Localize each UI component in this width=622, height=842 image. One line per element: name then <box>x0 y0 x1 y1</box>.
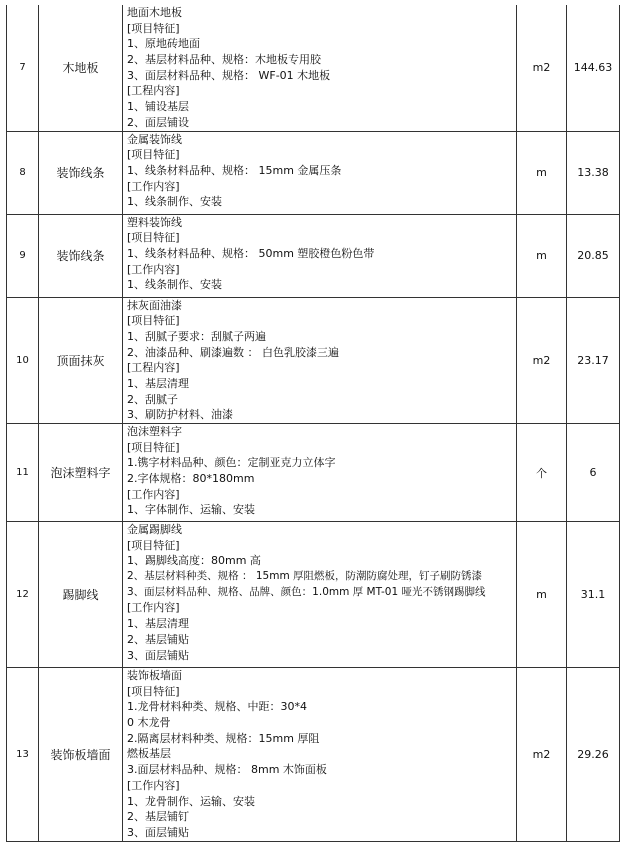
item-name: 装饰线条 <box>39 214 123 297</box>
item-unit: m2 <box>517 668 567 842</box>
description-line: 泡沫塑料字 <box>127 425 182 438</box>
description-line: 2、基层铺钉 <box>127 810 189 824</box>
item-unit: m <box>517 214 567 297</box>
description-line: 金属踢脚线 <box>127 523 182 536</box>
description-line: [项目特征] <box>127 231 180 245</box>
bill-of-quantities-table <box>6 5 620 842</box>
description-line: 装饰板墙面 <box>127 669 182 682</box>
item-number: 13 <box>7 668 39 842</box>
description-line: [项目特征] <box>127 538 180 552</box>
table-row <box>7 214 620 297</box>
description-line: 1、原地砖地面 <box>127 37 200 51</box>
description-line: 1.龙骨材料种类、规格、中距：30*4 <box>127 700 307 714</box>
description-line: 1、刮腻子要求：刮腻子两遍 <box>127 329 266 343</box>
table-row <box>7 5 620 131</box>
item-number: 9 <box>7 214 39 297</box>
item-description <box>123 214 517 297</box>
description-line: [工作内容] <box>127 487 180 501</box>
description-line: [工作内容] <box>127 601 180 615</box>
description-line: 1、字体制作、运输、安装 <box>127 503 255 517</box>
description-line: 塑料装饰线 <box>127 215 182 229</box>
item-description <box>123 668 517 842</box>
item-unit: 个 <box>517 424 567 522</box>
description-line: 3、面层材料品种、规格、品牌、颜色：1.0mm 厚 MT-01 哑光不锈钢踢脚线 <box>127 585 486 598</box>
description-line: 1、铺设基层 <box>127 100 189 114</box>
table-row <box>7 522 620 668</box>
description-line: [工作内容] <box>127 778 180 792</box>
description-line: 2、基层材料品种、规格：木地板专用胶 <box>127 53 321 67</box>
item-quantity: 13.38 <box>567 131 620 214</box>
description-line: [项目特征] <box>127 684 180 698</box>
description-line: 3、面层铺贴 <box>127 825 189 839</box>
description-line: 2、基层材料种类、规格 ： 15mm 厚阻燃板，防潮防腐处理，钉子刷防锈漆 <box>127 570 483 583</box>
description-line: [工作内容] <box>127 262 180 276</box>
description-line: [项目特征] <box>127 440 180 454</box>
item-number: 7 <box>7 5 39 131</box>
description-line: 1、线条制作、安装 <box>127 195 222 209</box>
item-description <box>123 297 517 424</box>
item-description <box>123 131 517 214</box>
description-line: 2、刮腻子 <box>127 392 178 406</box>
description-line: 2、基层铺贴 <box>127 632 189 646</box>
item-number: 10 <box>7 297 39 424</box>
item-description <box>123 5 517 131</box>
description-line: 2.隔离层材料种类、规格：15mm 厚阻 <box>127 731 320 745</box>
item-name: 装饰板墙面 <box>39 668 123 842</box>
description-line: 0 木龙骨 <box>127 716 171 730</box>
item-number: 8 <box>7 131 39 214</box>
table-row <box>7 424 620 522</box>
item-number: 12 <box>7 522 39 668</box>
item-name: 木地板 <box>39 5 123 131</box>
description-line: 1、线条制作、安装 <box>127 278 222 292</box>
item-name: 踢脚线 <box>39 522 123 668</box>
item-quantity: 23.17 <box>567 297 620 424</box>
description-line: 2.字体规格：80*180mm <box>127 472 255 486</box>
table-row <box>7 131 620 214</box>
table-row <box>7 668 620 842</box>
description-line: [工作内容] <box>127 179 180 193</box>
description-line: 3、面层铺贴 <box>127 648 189 662</box>
description-line: 2、面层铺设 <box>127 115 189 129</box>
description-line: 1、线条材料品种、规格： 15mm 金属压条 <box>127 163 342 177</box>
table-row <box>7 297 620 424</box>
item-description <box>123 424 517 522</box>
item-name: 顶面抹灰 <box>39 297 123 424</box>
description-line: 1、龙骨制作、运输、安装 <box>127 794 255 808</box>
description-line: [工程内容] <box>127 361 180 375</box>
item-quantity: 31.1 <box>567 522 620 668</box>
item-unit: m <box>517 131 567 214</box>
item-description <box>123 522 517 668</box>
description-line: 燃板基层 <box>127 747 171 761</box>
item-quantity: 20.85 <box>567 214 620 297</box>
description-line: 1、基层清理 <box>127 617 189 631</box>
description-line: [工程内容] <box>127 84 180 98</box>
description-line: 1、踢脚线高度：80mm 高 <box>127 554 261 568</box>
description-line: [项目特征] <box>127 21 180 35</box>
description-line: 1.镌字材料品种、颜色：定制亚克力立体字 <box>127 456 336 470</box>
description-line: 地面木地板 <box>127 6 182 19</box>
description-line: 1、线条材料品种、规格： 50mm 塑胶橙色粉色带 <box>127 246 375 260</box>
item-number: 11 <box>7 424 39 522</box>
item-quantity: 29.26 <box>567 668 620 842</box>
description-line: 3、刷防护材料、油漆 <box>127 408 233 422</box>
item-quantity: 6 <box>567 424 620 522</box>
description-line: 抹灰面油漆 <box>127 298 182 312</box>
item-quantity: 144.63 <box>567 5 620 131</box>
description-line: 金属装饰线 <box>127 132 182 146</box>
description-line: [项目特征] <box>127 314 180 328</box>
description-line: [项目特征] <box>127 148 180 162</box>
description-line: 3.面层材料品种、规格： 8mm 木饰面板 <box>127 763 327 777</box>
description-line: 2、油漆品种、刷漆遍数 ： 白色乳胶漆三遍 <box>127 345 339 359</box>
item-unit: m2 <box>517 5 567 131</box>
description-line: 1、基层清理 <box>127 376 189 390</box>
description-line: 3、面层材料品种、规格： WF-01 木地板 <box>127 68 331 82</box>
item-unit: m2 <box>517 297 567 424</box>
item-unit: m <box>517 522 567 668</box>
item-name: 泡沫塑料字 <box>39 424 123 522</box>
item-name: 装饰线条 <box>39 131 123 214</box>
